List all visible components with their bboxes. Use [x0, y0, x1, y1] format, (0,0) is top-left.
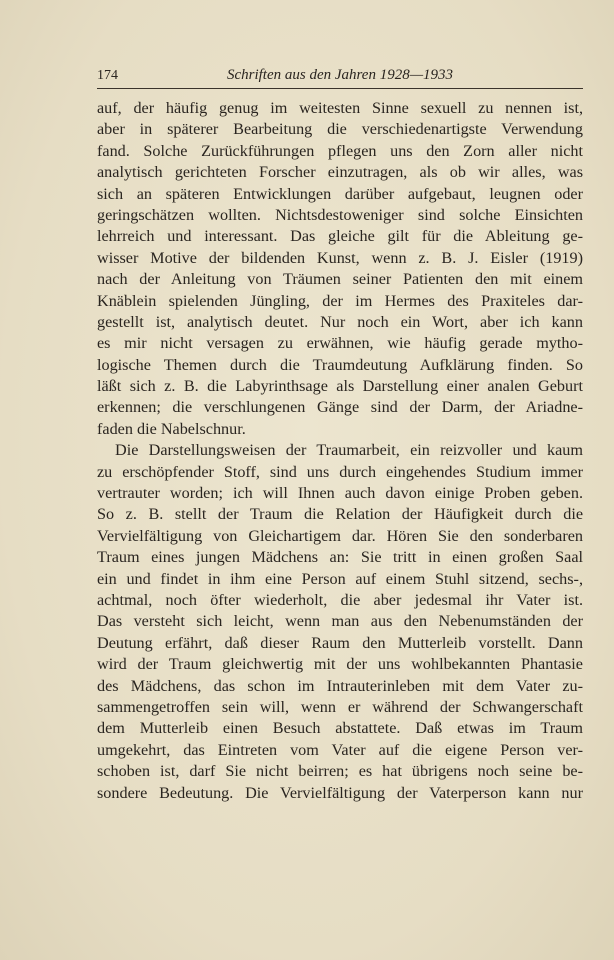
text-line: Die Darstellungsweisen der Traumarbeit, ein reizvoller und kaum	[115, 441, 583, 460]
text-line: aber in späterer Bearbeitung die verschiedenartigste Verwendung	[97, 120, 583, 139]
text-line: sich an späteren Entwicklungen darüber aufgebaut, leugnen oder	[97, 184, 583, 203]
text-line: dem Mutterleib einen Besuch abstattete. Daß etwas im Traum	[97, 719, 583, 738]
text-line: analytisch gerichteten Forscher einzutragen, als ob wir alles, was	[97, 163, 583, 182]
text-line: Deutung erfährt, daß dieser Raum den Mutterleib vorstellt. Dann	[97, 633, 583, 652]
text-line: geringschätzen wollten. Nichtsdestoweniger sind solche Einsichten	[97, 205, 583, 224]
paragraph	[97, 440, 583, 804]
text-line: nach der Anleitung von Träumen seiner Patienten den mit einem	[97, 270, 583, 289]
text-line: wisser Motive der bildenden Kunst, wenn z. B. J. Eisler (1919)	[97, 248, 583, 267]
text-line: es mir nicht versagen zu erwähnen, wie häufig gerade mytho-	[97, 334, 583, 353]
page-header	[97, 68, 583, 89]
running-title: Schriften aus den Jahren 1928—1933	[226, 67, 454, 83]
text-line: auf, der häufig genug im weitesten Sinne sexuell zu nennen ist,	[97, 99, 583, 117]
text-line: vertrauter worden; ich will Ihnen auch davon einige Proben geben.	[97, 484, 583, 503]
text-line: sondere Bedeutung. Die Vervielfältigung der Vaterperson kann nur	[97, 783, 583, 802]
text-line: wird der Traum gleichwertig mit der uns wohlbekannten Phantasie	[97, 655, 583, 674]
text-line: zu erschöpfender Stoff, sind uns durch eingehendes Studium immer	[97, 462, 583, 481]
text-line: umgekehrt, das Eintreten vom Vater auf die eigene Person ver-	[97, 740, 583, 759]
text-line: Traum eines jungen Mädchens an: Sie tritt in einen großen Saal	[97, 548, 583, 567]
text-line: erkennen; die verschlungenen Gänge sind der Darm, der Ariadne-	[97, 398, 583, 417]
text-line: läßt sich z. B. die Labyrinthsage als Darstellung einer analen Geburt	[97, 377, 583, 396]
text-line: fand. Solche Zurückführungen pflegen uns den Zorn aller nicht	[97, 141, 583, 160]
text-line: faden die Nabelschnur.	[97, 419, 246, 438]
text-line: lehrreich und interessant. Das gleiche gilt für die Ableitung ge-	[97, 227, 583, 246]
text-line: logische Themen durch die Traumdeutung Aufklärung finden. So	[97, 355, 583, 374]
text-line: Knäblein spielenden Jüngling, der im Hermes des Praxiteles dar-	[97, 291, 583, 310]
paragraph	[97, 98, 583, 440]
text-line: Vervielfältigung von Gleichartigem dar. Hören Sie den sonderbaren	[97, 526, 583, 545]
page-number: 174	[97, 68, 118, 83]
text-line: ein und findet in ihm eine Person auf einem Stuhl sitzend, sechs-,	[97, 569, 583, 588]
text-line: Das versteht sich leicht, wenn man aus den Nebenumständen der	[97, 612, 583, 631]
text-line: des Mädchens, das schon im Intrauterinleben mit dem Vater zu-	[97, 676, 583, 695]
text-line: sammengetroffen sein will, wenn er während der Schwangerschaft	[97, 697, 583, 716]
body-text	[97, 98, 583, 804]
text-line: So z. B. stellt der Traum die Relation der Häufigkeit durch die	[97, 505, 583, 524]
text-line: achtmal, noch öfter wiederholt, die aber jedesmal ihr Vater ist.	[97, 590, 583, 609]
text-line: schoben ist, darf Sie nicht beirren; es hat übrigens noch seine be-	[97, 762, 583, 781]
text-line: gestellt ist, analytisch deutet. Nur noch ein Wort, aber ich kann	[97, 312, 583, 331]
